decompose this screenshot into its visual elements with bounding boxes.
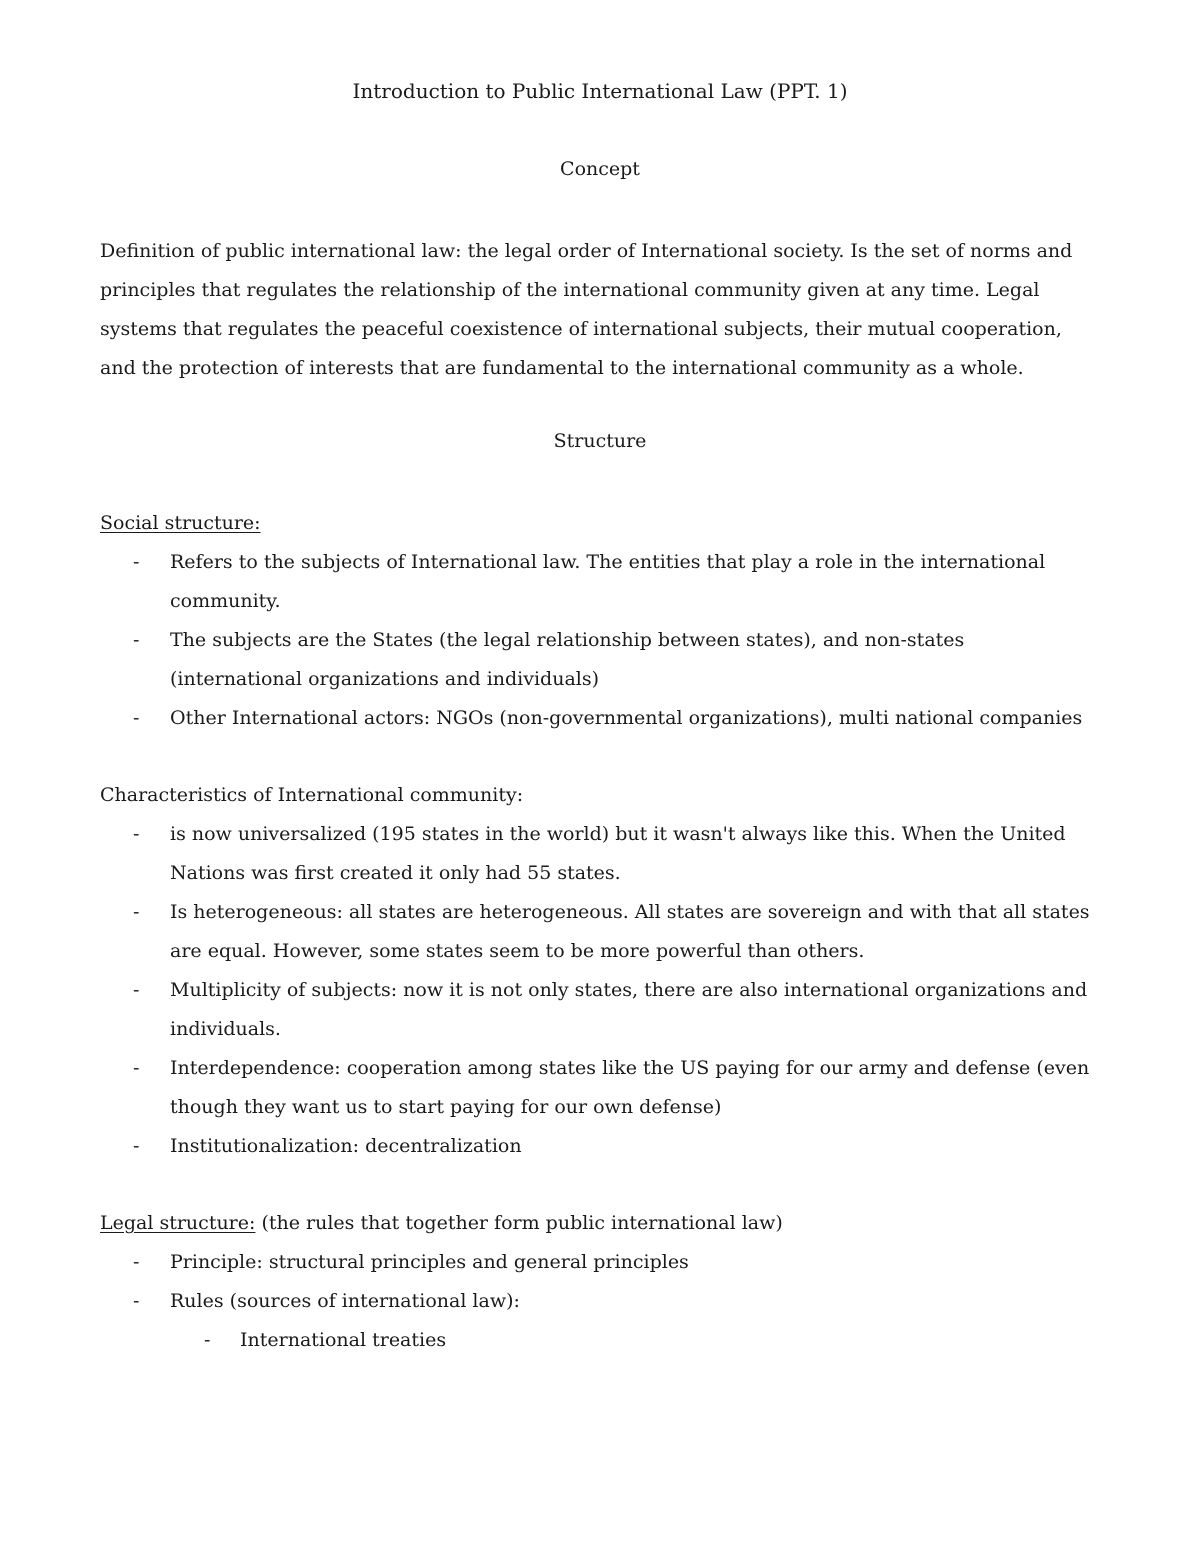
list-item-text: International treaties: [240, 1329, 447, 1351]
list-item: [100, 1282, 1100, 1321]
legal-structure-note: (the rules that together form public international law): [255, 1212, 783, 1234]
legal-structure-sublist: [100, 1321, 1100, 1360]
social-structure-list: [100, 543, 1100, 738]
list-item-text: Principle: structural principles and general principles: [170, 1251, 689, 1273]
list-item-text: Refers to the subjects of International law. The entities that play a role in the international community.: [170, 551, 1046, 612]
list-item-text: The subjects are the States (the legal relationship between states), and non-states (international organizations and individuals): [170, 629, 965, 690]
characteristics-label: Characteristics of International community:: [100, 784, 524, 806]
list-item: [100, 621, 1100, 699]
dash-bullet: -: [133, 551, 140, 573]
social-structure-label: [100, 504, 1100, 543]
spacer: [100, 1166, 1100, 1204]
structure-heading: Structure: [553, 430, 647, 452]
legal-structure-label-text: Legal structure:: [100, 1212, 256, 1234]
list-item: [100, 893, 1100, 971]
list-item-text: Rules (sources of international law):: [170, 1290, 520, 1312]
document-title: Introduction to Public International Law (PPT. 1): [352, 79, 848, 103]
dash-bullet: -: [133, 1135, 140, 1157]
list-item-text: Other International actors: NGOs (non-governmental organizations), multi national companies: [170, 707, 1083, 729]
dash-bullet: -: [133, 1251, 140, 1273]
concept-paragraph: Definition of public international law: the legal order of International society. Is the set of norms and principles that regulates the relationship of the international community given at any time. Legal systems that regulates the peaceful coexistence of international subjects, their mutual cooperation, and the protection of interests that are fundamental to the international community as a whole.: [100, 240, 1073, 379]
dash-bullet: -: [204, 1329, 211, 1351]
spacer: [100, 738, 1100, 776]
dash-bullet: -: [133, 629, 140, 651]
characteristics-list: [100, 815, 1100, 1166]
legal-structure-list: [100, 1243, 1100, 1321]
dash-bullet: -: [133, 823, 140, 845]
dash-bullet: -: [133, 707, 140, 729]
list-item-text: Is heterogeneous: all states are heterogeneous. All states are sovereign and with that all states are equal. However, some states seem to be more powerful than others.: [170, 901, 1090, 962]
list-item: [100, 1243, 1100, 1282]
list-item-text: Multiplicity of subjects: now it is not only states, there are also international organizations and individuals.: [170, 979, 1088, 1040]
dash-bullet: -: [133, 901, 140, 923]
list-item: [100, 1049, 1100, 1127]
list-item: [100, 815, 1100, 893]
list-item-text: is now universalized (195 states in the world) but it wasn't always like this. When the United Nations was first created it only had 55 states.: [170, 823, 1066, 884]
list-item: [100, 971, 1100, 1049]
list-item: [100, 699, 1100, 738]
list-item: [100, 543, 1100, 621]
list-item: [100, 1127, 1100, 1166]
legal-structure-label: [100, 1204, 1100, 1243]
dash-bullet: -: [133, 1057, 140, 1079]
dash-bullet: -: [133, 1290, 140, 1312]
dash-bullet: -: [133, 979, 140, 1001]
list-item-text: Interdependence: cooperation among states like the US paying for our army and defense (even though they want us to start paying for our own defense): [170, 1057, 1090, 1118]
concept-heading: Concept: [560, 158, 640, 180]
social-structure-label-text: Social structure:: [100, 512, 261, 534]
list-item-text: Institutionalization: decentralization: [170, 1135, 522, 1157]
list-item: [100, 1321, 1100, 1360]
